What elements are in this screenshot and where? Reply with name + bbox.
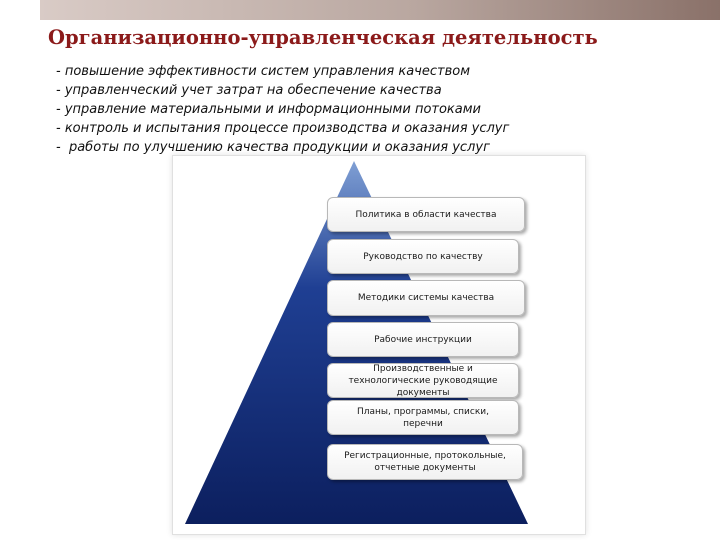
pyramid-level-quality-policy: Политика в области качества <box>327 197 525 232</box>
pyramid-level-records: Регистрационные, протокольные, отчетные документы <box>327 444 523 480</box>
pyramid-level-plans-lists: Планы, программы, списки, перечни <box>327 400 519 435</box>
top-bar-left-block <box>0 0 40 22</box>
pyramid-level-production-documents: Производственные и технологические руководящие документы <box>327 363 519 398</box>
bullet-item: - работы по улучшению качества продукции и оказания услуг <box>56 140 490 155</box>
slide-title: Организационно-управленческая деятельность <box>48 26 598 49</box>
bullet-item: - повышение эффективности систем управления качеством <box>56 64 471 79</box>
bullet-list <box>56 62 696 157</box>
bullet-item: - управление материальными и информационными потоками <box>56 102 481 117</box>
bullet-item: - управленческий учет затрат на обеспечение качества <box>56 83 442 98</box>
pyramid-level-work-instructions: Рабочие инструкции <box>327 322 519 357</box>
pyramid-level-quality-manual: Руководство по качеству <box>327 239 519 274</box>
top-decorative-bar <box>40 0 720 20</box>
pyramid-level-quality-methods: Методики системы качества <box>327 280 525 316</box>
pyramid-diagram <box>172 155 586 535</box>
bullet-item: - контроль и испытания процессе производства и оказания услуг <box>56 121 510 136</box>
